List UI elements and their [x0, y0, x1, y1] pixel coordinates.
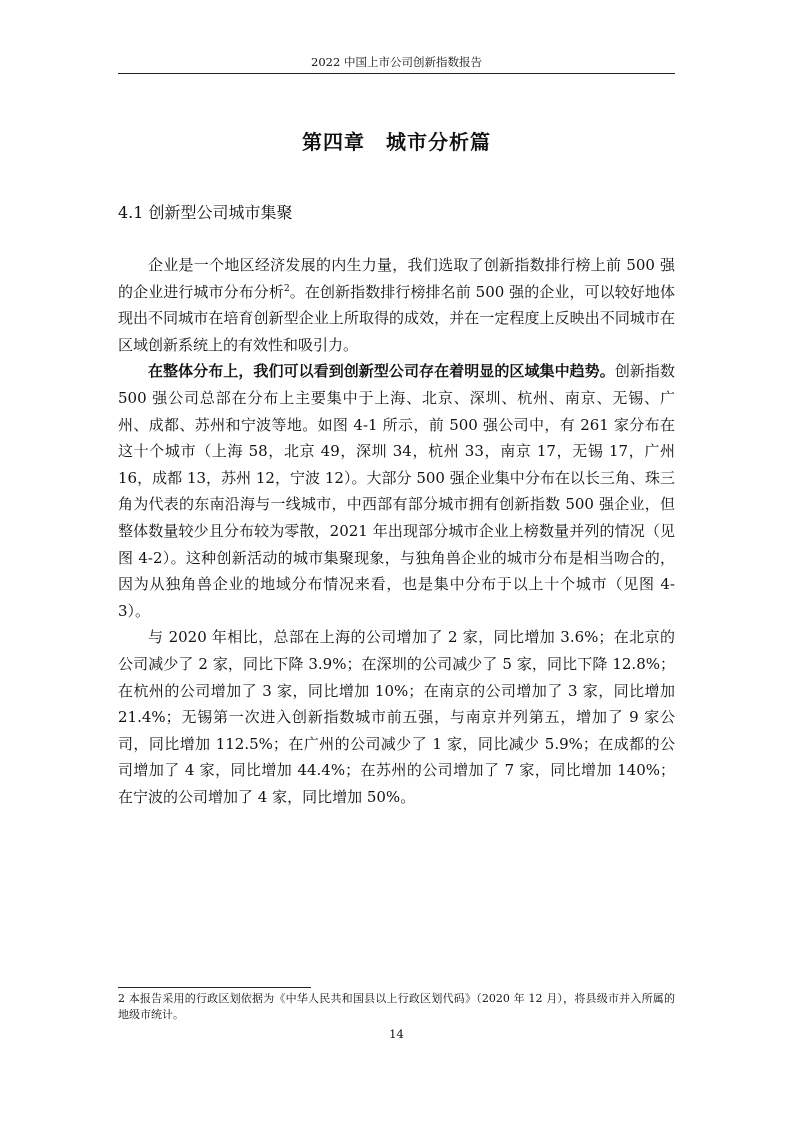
paragraph-2-text: 创新指数 500 强公司总部在分布上主要集中于上海、北京、深圳、杭州、南京、无锡、广州、成都、苏州和宁波等地。如图 4-1 所示，前 500 强公司中，有 261 家分布在这十个城市（上海 58，北京 49，深圳 34，杭州 33，南京 17，无锡 17，广州 16，成都 13，苏州 12，宁波 12）。大部分 500 强企业集中分布在以长三角、珠三角为代表的东南沿海与一线城市，中西部有部分城市拥有创新指数 500 强企业，但整体数量较少且分布较为零散，2021 年出现部分城市企业上榜数量并列的情况（见图 4-2）。这种创新活动的城市集聚现象，与独角兽企业的城市分布是相当吻合的，因为从独角兽企业的地域分布情况来看，也是集中分布于以上十个城市（见图 4-3）。	[118, 362, 675, 620]
body-text	[118, 252, 675, 810]
paragraph-1-text-after: 。在创新指数排行榜排名前 500 强的企业，可以较好地体现出不同城市在培育创新型企业上所取得的成效，并在一定程度上反映出不同城市在区域创新系统上的有效性和吸引力。	[118, 282, 675, 354]
chapter-title: 第四章 城市分析篇	[302, 130, 491, 154]
paragraph-2	[118, 358, 675, 624]
footnote-divider	[118, 987, 311, 988]
header-divider	[118, 73, 675, 74]
running-header: 2022 中国上市公司创新指数报告	[311, 55, 482, 69]
paragraph-1-text: 企业是一个地区经济发展的内生力量，我们选取了创新指数排行榜上前 500 强的企业进行城市分布分析	[118, 256, 675, 301]
page-number: 14	[389, 1027, 404, 1041]
paragraph-2-bold-lead: 在整体分布上，我们可以看到创新型公司存在着明显的区域集中趋势。	[148, 362, 615, 381]
paragraph-1	[118, 252, 675, 358]
footnote: 2 本报告采用的行政区划依据为《中华人民共和国县以上行政区划代码》（2020 年 12 月），将县级市并入所属的地级市统计。	[118, 992, 675, 1021]
section-heading: 4.1 创新型公司城市集聚	[118, 203, 293, 222]
paragraph-3: 与 2020 年相比，总部在上海的公司增加了 2 家，同比增加 3.6%；在北京的公司减少了 2 家，同比下降 3.9%；在深圳的公司减少了 5 家，同比下降 12.8%；在杭州的公司增加了 3 家，同比增加 10%；在南京的公司增加了 3 家，同比增加 21.4%；无锡第一次进入创新指数城市前五强，与南京并列第五，增加了 9 家公司，同比增加 112.5%；在广州的公司减少了 1 家，同比减少 5.9%；在成都的公司增加了 4 家，同比增加 44.4%；在苏州的公司增加了 7 家，同比增加 140%；在宁波的公司增加了 4 家，同比增加 50%。	[118, 628, 675, 806]
footnote-ref: 2	[283, 283, 290, 294]
